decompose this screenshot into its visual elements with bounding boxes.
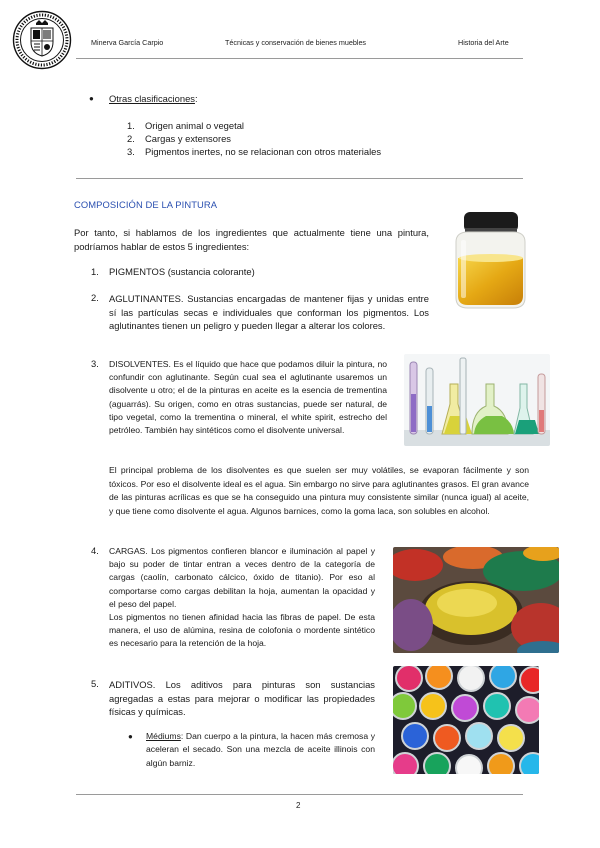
list-item-text: Cargas y extensores xyxy=(145,133,231,144)
ingredient-cargas: CARGAS. Los pigmentos confieren blancor e iluminación al papel y bajo su poder de tintar entran a veces dentro de la categoría de cargas (caolín, carbonato cálcico, óxido de titanio). Por eso al comportarse como cargas debilitan la hoja, aumentan la opacidad y el peso del papel. xyxy=(109,546,375,609)
header-course: Técnicas y conservación de bienes muebles xyxy=(225,38,367,47)
university-seal-logo xyxy=(12,10,72,70)
header-author: Minerva García Carpio xyxy=(91,38,164,47)
page-number: 2 xyxy=(296,801,301,810)
header-subject: Historia del Arte xyxy=(458,38,509,47)
bullet-marker: ● xyxy=(89,94,94,103)
pigment-pots-image xyxy=(393,547,559,653)
glassware-image xyxy=(404,354,550,446)
list-item-text: Pigmentos inertes, no se relacionan con otros materiales xyxy=(145,146,382,157)
cargas-paragraph: Los pigmentos no tienen afinidad hacia las fibras de papel. De esta manera, el uso de alúmina, resina de colofonia o mordente sintético es necesario para la retención de la hoja. xyxy=(109,612,375,649)
ingredient-aglutinantes: AGLUTINANTES. Sustancias encargadas de mantener fijas y unidas entre sí las partículas secas e individuales que conforman los pigmentos. Los aglutinantes tienen un peligro y pueden llegar a alterar los colores. xyxy=(109,293,429,332)
ingredient-disolventes: DISOLVENTES. Es el líquido que hace que podamos diluir la pintura, no confundir con aglutinante. Según cual sea el aglutinante usaremos un disolvente u otro; el de la pinturas en aceite es la esencia de trementina (aguarrás). Su origen, como en otras sustancias, puede ser natural, de tipo vegetal, como la trementina o mineral, el white spirit, estrecho del petróleo. También hay sintéticos como el disolvente universal. xyxy=(109,359,387,436)
item-number: 1. xyxy=(91,266,99,277)
item-number: 2. xyxy=(91,292,99,303)
item-number: 4. xyxy=(91,545,99,556)
item-number: 3. xyxy=(91,358,99,369)
jar-image xyxy=(447,206,534,316)
section-divider xyxy=(76,178,523,179)
footer-divider xyxy=(76,794,523,795)
list-item-text: Origen animal o vegetal xyxy=(145,120,245,131)
list-item: 1. xyxy=(127,120,135,131)
ingredient-aditivos: ADITIVOS. Los aditivos para pinturas son sustancias agregadas a estas para mejorar o modificar las propiedades físicas y químicas. xyxy=(109,679,375,718)
section-intro: Por tanto, si hablamos de los ingredientes que actualmente tiene una pintura, podríamos hablar de estos 5 ingredientes: xyxy=(74,227,429,252)
section-title: COMPOSICIÓN DE LA PINTURA xyxy=(74,199,218,210)
ingredient-pigmentos: PIGMENTOS (sustancia colorante) xyxy=(109,266,255,277)
bullet-marker: ● xyxy=(128,732,133,741)
mediums-item: Médiums: Dan cuerpo a la pintura, la hacen más cremosa y aceleran el secado. Son una mezcla de aceite illinois con algún barniz. xyxy=(146,731,375,768)
item-number: 5. xyxy=(91,678,99,689)
other-classifications-title: Otras clasificaciones: xyxy=(109,93,198,104)
disolventes-paragraph: El principal problema de los disolventes es que suelen ser muy volátiles, se evaporan fácilmente y son tóxicos. Por eso el disolvente ideal es el agua. Sin embargo no sirve para aglutinantes grasos. El gran avance de las pinturas acrílicas es que se ha conseguido una pintura muy consistente similar (nunca igual) al aceite, y que tiene como disolvente el agua. Algunos barnices, como la goma laca, son solubles en alcohol. xyxy=(109,465,529,516)
header-divider xyxy=(76,58,523,59)
list-item: 3. xyxy=(127,146,135,157)
list-item: 2. xyxy=(127,133,135,144)
paint-cans-image xyxy=(393,666,539,774)
